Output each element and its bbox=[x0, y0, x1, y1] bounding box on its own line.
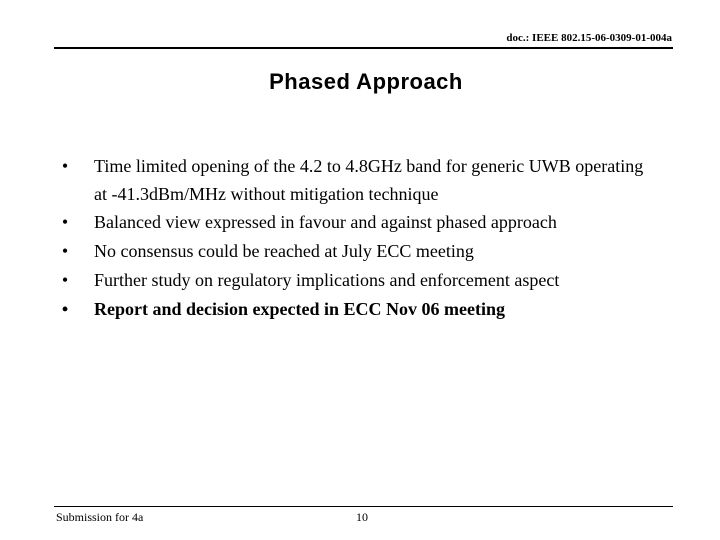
bullet-icon: • bbox=[61, 241, 69, 261]
bullet-text: Report and decision expected in ECC Nov 06 meeting bbox=[94, 299, 505, 319]
bullet-item bbox=[58, 208, 658, 237]
footer-submission: Submission for 4a bbox=[56, 510, 144, 524]
bullet-icon: • bbox=[61, 156, 69, 176]
bullet-text: Balanced view expressed in favour and against phased approach bbox=[94, 212, 557, 232]
bullet-text: No consensus could be reached at July ECC meeting bbox=[94, 241, 474, 261]
header-divider bbox=[54, 47, 673, 49]
document-id: doc.: IEEE 802.15-06-0309-01-004a bbox=[506, 32, 672, 44]
footer-divider bbox=[54, 506, 673, 507]
bullet-item bbox=[58, 295, 658, 324]
bullet-item bbox=[58, 152, 658, 208]
bullet-list bbox=[58, 152, 658, 324]
bullet-icon: • bbox=[61, 299, 69, 319]
bullet-text: Further study on regulatory implications and enforcement aspect bbox=[94, 270, 560, 290]
bullet-item bbox=[58, 266, 658, 295]
page-number: 10 bbox=[356, 510, 368, 524]
slide-title: Phased Approach bbox=[269, 69, 463, 94]
bullet-icon: • bbox=[61, 212, 69, 232]
bullet-text: Time limited opening of the 4.2 to 4.8GHz band for generic UWB operating at -41.3dBm/MHz without mitigation technique bbox=[94, 156, 644, 204]
bullet-icon: • bbox=[61, 270, 69, 290]
bullet-item bbox=[58, 237, 658, 266]
